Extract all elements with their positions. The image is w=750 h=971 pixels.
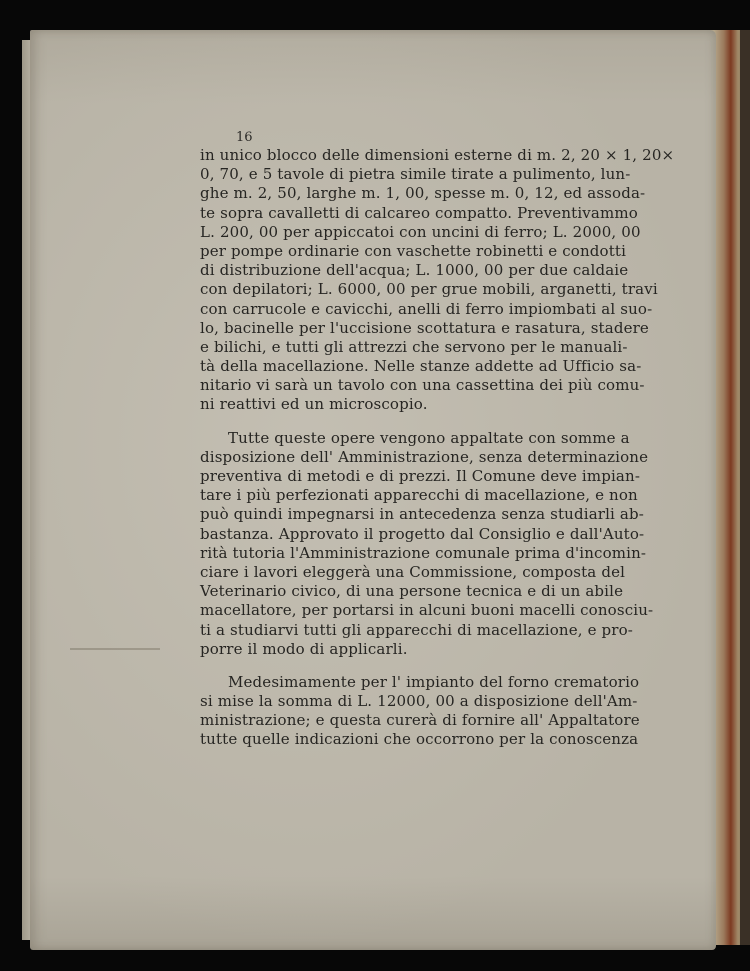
- paragraph-gap: [200, 415, 630, 429]
- text-line: ni reattivi ed un microscopio.: [200, 395, 428, 414]
- text-line: tare i più perfezionati apparecchi di macellazione, e non: [200, 486, 638, 505]
- text-line: tà della macellazione. Nelle stanze addette ad Ufficio sa-: [200, 357, 642, 376]
- text-line: ghe m. 2, 50, larghe m. 1, 00, spesse m. 0, 12, ed assoda-: [200, 184, 646, 203]
- text-line: di distribuzione dell'acqua; L. 1000, 00 per due caldaie: [200, 261, 629, 280]
- text-line: in unico blocco delle dimensioni esterne di m. 2, 20 × 1, 20×: [200, 146, 675, 164]
- text-line: macellatore, per portarsi in alcuni buoni macelli conosciu-: [200, 601, 654, 620]
- paragraph: [200, 672, 640, 750]
- text-line: ciare i lavori eleggerà una Commissione, composta del: [200, 562, 626, 581]
- text-line: con depilatori; L. 6000, 00 per grue mobili, arganetti, travi: [200, 280, 658, 299]
- page-number: 16: [236, 130, 253, 145]
- text-line: Veterinario civico, di una persone tecnica e di un abile: [200, 582, 624, 601]
- text-line: Tutte queste opere vengono appaltate con somme a: [228, 428, 630, 447]
- text-line: porre il modo di applicarli.: [200, 639, 408, 658]
- paper-crease: [70, 648, 160, 650]
- text-line: per pompe ordinarie con vaschette robinetti e condotti: [200, 241, 627, 260]
- text-line: preventiva di metodi e di prezzi. Il Comune deve impian-: [200, 467, 641, 485]
- paragraph: [200, 428, 654, 659]
- text-line: L. 200, 00 per appiccatoi con uncini di ferro; L. 2000, 00: [200, 222, 641, 241]
- book-spine-edge: [740, 30, 750, 945]
- text-line: e bilichi, e tutti gli attrezzi che servono per le manuali-: [200, 337, 628, 356]
- text-line: con carrucole e cavicchi, anelli di ferro impiombati al suo-: [200, 299, 653, 318]
- text-line: nitario vi sarà un tavolo con una cassettina dei più comu-: [200, 376, 645, 395]
- text-line: si mise la somma di L. 12000, 00 a disposizione dell'Am-: [200, 692, 638, 711]
- text-line: rità tutoria l'Amministrazione comunale prima d'incomin-: [200, 543, 647, 562]
- text-line: può quindi impegnarsi in antecedenza senza studiarli ab-: [200, 505, 644, 524]
- text-line: bastanza. Approvato il progetto dal Consiglio e dall'Auto-: [200, 524, 645, 543]
- text-line: 0, 70, e 5 tavole di pietra simile tirate a pulimento, lun-: [200, 165, 631, 184]
- text-line: lo, bacinelle per l'uccisione scottatura e rasatura, stadere: [200, 318, 649, 337]
- text-line: te sopra cavalletti di calcareo compatto. Preventivammo: [200, 203, 638, 222]
- paragraph-gap: [200, 659, 630, 673]
- text-line: tutte quelle indicazioni che occorrono per la conoscenza: [200, 730, 639, 749]
- text-line: disposizione dell' Amministrazione, senza determinazione: [200, 447, 649, 466]
- paragraph: [200, 146, 675, 415]
- text-line: ministrazione; e questa curerà di fornire all' Appaltatore: [200, 711, 640, 730]
- text-line: Medesimamente per l' impianto del forno crematorio: [228, 672, 640, 691]
- text-line: ti a studiarvi tutti gli apparecchi di macellazione, e pro-: [200, 620, 634, 639]
- body-text: [200, 146, 675, 750]
